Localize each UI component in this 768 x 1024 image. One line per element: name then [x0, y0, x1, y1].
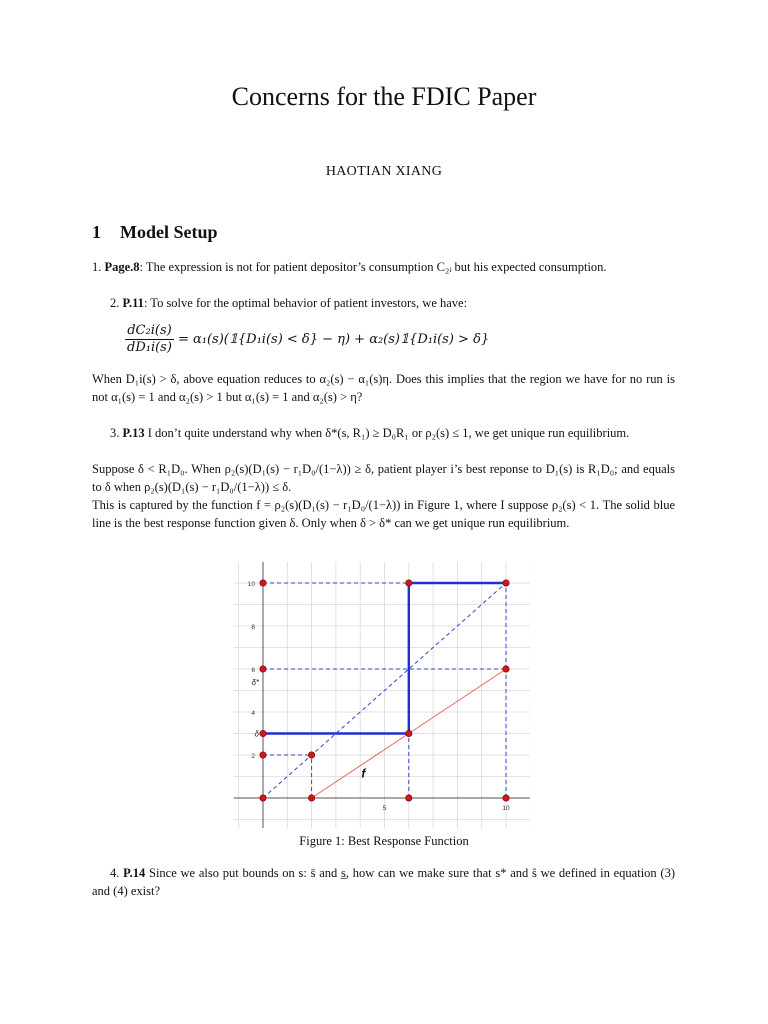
- page-ref: Page.8: [104, 260, 140, 274]
- item-2: 2. P.11: To solve for the optimal behavior of patient investors, we have:: [110, 296, 468, 310]
- data-point: [406, 580, 412, 586]
- author-name: HAOTIAN XIANG: [325, 164, 443, 179]
- data-point: [503, 795, 509, 801]
- x-tick-label: 10: [502, 805, 510, 812]
- data-point: [308, 795, 314, 801]
- data-point: [503, 580, 509, 586]
- equation-rhs: = α₁(s)(𝟙{D₁i(s) < δ} − η) + α₂(s)𝟙{D₁i(s) > δ}: [177, 332, 490, 347]
- page-ref: P.14: [123, 866, 146, 880]
- data-point: [260, 580, 266, 586]
- data-point: [406, 730, 412, 736]
- data-point: [260, 666, 266, 672]
- chart-axes: [234, 562, 530, 828]
- item-3-captured: This is captured by the function f = ρ₂(s)(D₁(s) − r₁D₀/(1−λ)) in Figure 1, where I suppose ρ₂(s) < 1. The solid blue line is the best response function given δ. Only when δ > δ* can we get unique run equilibrium.: [92, 498, 675, 530]
- y-tick-label: 8: [251, 624, 255, 631]
- figure-caption: Figure 1: Best Response Function: [299, 834, 469, 848]
- item-4: 4. P.14 Since we also put bounds on s: s̄ and s̲, how can we make sure that s* and ŝ we defined in equation (3) and (4) exist?: [92, 866, 675, 898]
- section-heading: [92, 222, 218, 243]
- page-ref: P.11: [122, 296, 144, 310]
- section-title: Model Setup: [120, 222, 218, 242]
- data-point: [260, 795, 266, 801]
- item-1: 1. Page.8: The expression is not for patient depositor’s consumption C₂ᵢ but his expected consumption.: [92, 260, 607, 274]
- item-3: 3. P.13 I don’t quite understand why when δ*(s, R₁) ≥ D₀R₁ or ρ₂(s) ≤ 1, we get unique run equilibrium.: [110, 426, 630, 440]
- figure-best-response: [232, 562, 530, 830]
- y-tick-label: 10: [247, 581, 255, 588]
- paper-title: Concerns for the FDIC Paper: [231, 82, 537, 111]
- data-point: [503, 666, 509, 672]
- y-tick-label: 2: [251, 753, 255, 760]
- data-point: [260, 730, 266, 736]
- y-tick-label: 6: [251, 667, 255, 674]
- x-tick-label: 5: [382, 805, 387, 812]
- data-point: [406, 795, 412, 801]
- item-3-suppose: Suppose δ < R₁D₀. When ρ₂(s)(D₁(s) − r₁D₀/(1−λ)) ≥ δ, patient player i’s best reponse to D₁(s) is R₁D₀; and equals to δ when ρ₂(s)(D₁(s) − r₁D₀/(1−λ)) ≤ δ.: [92, 462, 675, 494]
- data-point: [308, 752, 314, 758]
- f-curve-label: f: [361, 766, 366, 781]
- equation: [125, 323, 489, 356]
- chart-grid: [234, 562, 530, 828]
- data-point: [260, 752, 266, 758]
- page-ref: P.13: [122, 426, 145, 440]
- y-special-label: δ*: [251, 677, 259, 687]
- y-special-label: δ: [254, 729, 259, 739]
- section-number: 1: [92, 222, 101, 242]
- y-tick-label: 4: [251, 710, 255, 717]
- item-2-body: When D₁i(s) > δ, above equation reduces to α₂(s) − α₁(s)η. Does this implies that the region we have for no run is not α₁(s) = 1 and α₂(s) > 1 but α₁(s) = 1 and α₂(s) > η?: [92, 372, 675, 404]
- equation-fraction: $\frac{\text{dC₂i(s)}}{\text{dD₁i(s)}}$: [127, 323, 172, 355]
